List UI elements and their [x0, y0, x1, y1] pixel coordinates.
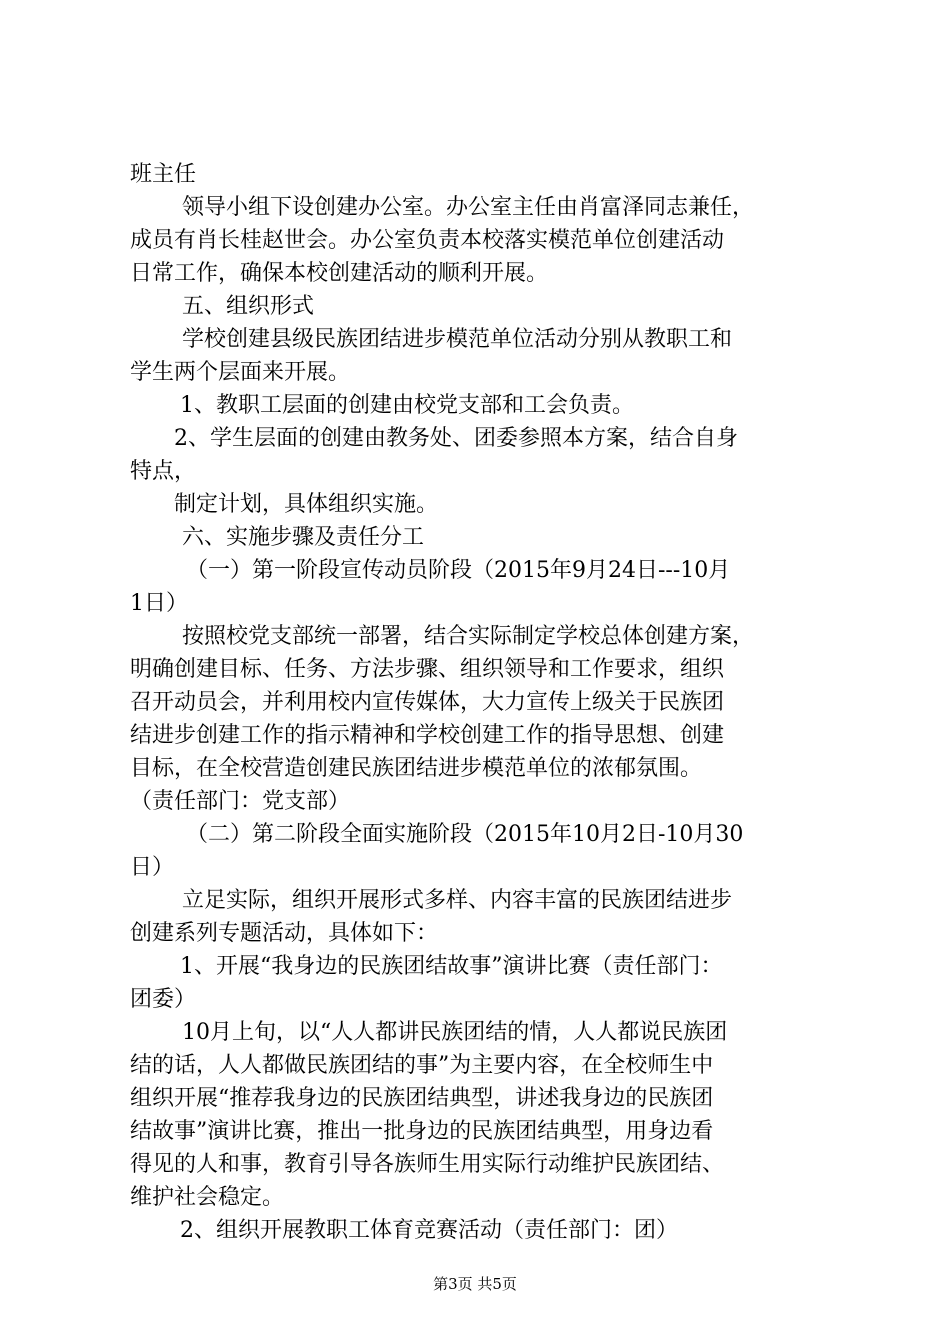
text-line: 2、组织开展教职工体育竞赛活动（责任部门：团） [180, 1218, 678, 1243]
text-line: 2、学生层面的创建由教务处、团委参照本方案，结合自身 [174, 426, 738, 451]
text-line: 召开动员会，并利用校内宣传媒体，大力宣传上级关于民族团 [130, 690, 725, 715]
text-line: 制定计划，具体组织实施。 [174, 492, 439, 517]
text-line: 维护社会稳定。 [130, 1185, 285, 1210]
document-body [130, 158, 830, 1247]
text-line: 目标，在全校营造创建民族团结进步模范单位的浓郁氛围。 [130, 756, 703, 781]
text-line: 组织开展“推荐我身边的民族团结典型，讲述我身边的民族团 [130, 1086, 714, 1111]
text-line: 明确创建目标、任务、方法步骤、组织领导和工作要求，组织 [130, 657, 725, 682]
text-line: （一）第一阶段宣传动员阶段（2015年9月24日---10月 [186, 558, 731, 583]
text-line: 学校创建县级民族团结进步模范单位活动分别从教职工和 [182, 327, 733, 352]
text-line: 领导小组下设创建办公室。办公室主任由肖富泽同志兼任， [182, 195, 755, 220]
text-line: （责任部门：党支部） [130, 789, 351, 814]
text-line: 五、组织形式 [182, 294, 315, 319]
text-line: 日常工作，确保本校创建活动的顺利开展。 [130, 261, 549, 286]
text-line: 六、实施步骤及责任分工 [182, 525, 425, 550]
text-line: 结故事”演讲比赛，推出一批身边的民族团结典型，用身边看 [130, 1119, 714, 1144]
page-footer: 第3页 共5页 [433, 1275, 517, 1293]
text-line: 特点， [130, 459, 197, 484]
text-line: 日） [130, 855, 175, 880]
text-line: 1、教职工层面的创建由校党支部和工会负责。 [180, 393, 634, 418]
text-line: 得见的人和事，教育引导各族师生用实际行动维护民族团结、 [130, 1152, 725, 1177]
text-line: 结进步创建工作的指示精神和学校创建工作的指导思想、创建 [130, 723, 725, 748]
text-line: 成员有肖长桂赵世会。办公室负责本校落实模范单位创建活动 [130, 228, 725, 253]
text-line: 1日） [130, 591, 188, 616]
text-line: 创建系列专题活动，具体如下： [130, 921, 439, 946]
text-line: 立足实际，组织开展形式多样、内容丰富的民族团结进步 [182, 888, 733, 913]
text-line: 10月上旬，以“人人都讲民族团结的情，人人都说民族团 [182, 1020, 728, 1045]
text-line: 1、开展“我身边的民族团结故事”演讲比赛（责任部门： [180, 954, 723, 979]
text-line: 班主任 [130, 162, 197, 187]
text-line: 按照校党支部统一部署，结合实际制定学校总体创建方案， [182, 624, 755, 649]
text-line: （二）第二阶段全面实施阶段（2015年10月2日-10月30 [186, 822, 744, 847]
text-line: 团委） [130, 987, 197, 1012]
text-line: 结的话，人人都做民族团结的事”为主要内容，在全校师生中 [130, 1053, 714, 1078]
text-line: 学生两个层面来开展。 [130, 360, 351, 385]
